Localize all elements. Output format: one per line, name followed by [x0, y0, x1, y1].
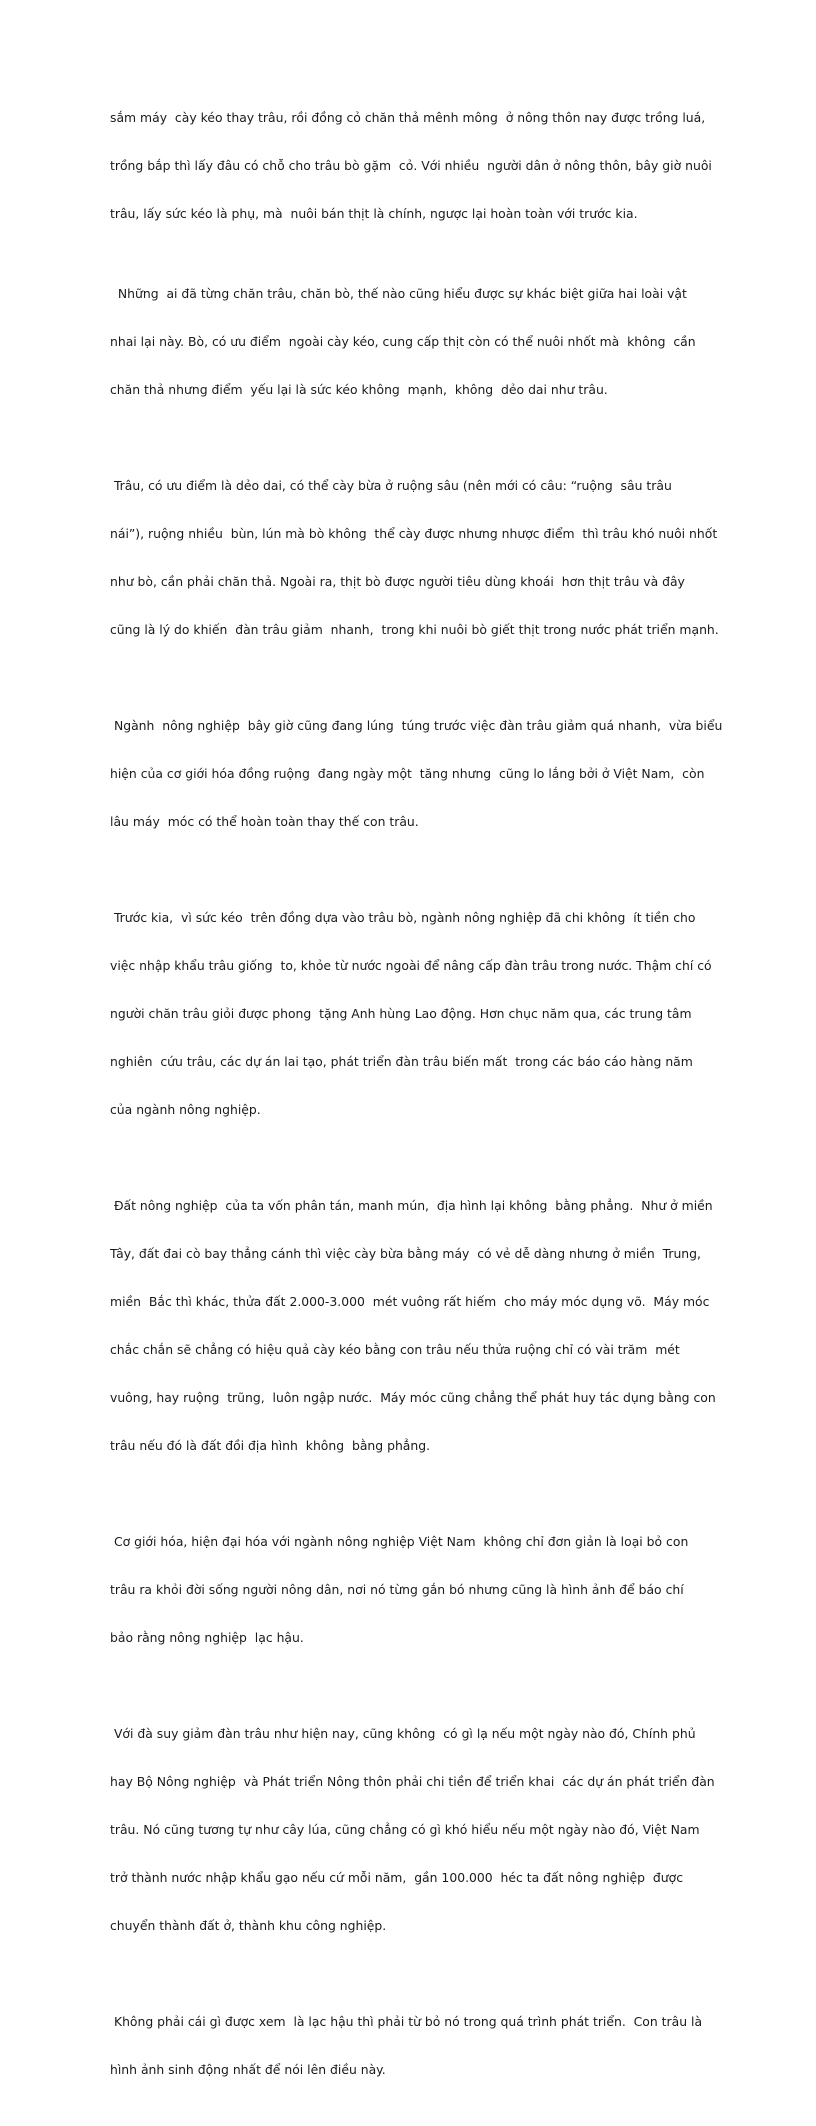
text-line: trâu nếu đó là đất đồi địa hình không bằng phẳng. — [110, 1438, 431, 1453]
paragraph-8 — [110, 1694, 722, 1966]
text-line: chắc chắn sẽ chẳng có hiệu quả cày kéo bằng con trâu nếu thửa ruộng chỉ có vài trăm mét — [110, 1342, 680, 1357]
text-line: hình ảnh sinh động nhất để nói lên điều này. — [110, 2062, 386, 2077]
paragraph-7 — [110, 1502, 722, 1678]
text-line: trâu. Nó cũng tương tự như cây lúa, cũng chẳng có gì khó hiểu nếu một ngày nào đó, Việt Nam — [110, 1822, 700, 1837]
text-line: Trước kia, vì sức kéo trên đồng dựa vào trâu bò, ngành nông nghiệp đã chi không ít tiền cho — [110, 910, 696, 925]
text-line: Ngành nông nghiệp bây giờ cũng đang lúng túng trước việc đàn trâu giảm quá nhanh, vừa biểu — [110, 718, 723, 733]
paragraph-6 — [110, 1166, 722, 1486]
text-line: như bò, cần phải chăn thả. Ngoài ra, thịt bò được người tiêu dùng khoái hơn thịt trâu và đây — [110, 574, 685, 589]
text-line: Không phải cái gì được xem là lạc hậu thì phải từ bỏ nó trong quá trình phát triển. Con trâu là — [110, 2014, 703, 2029]
text-line: vuông, hay ruộng trũng, luôn ngập nước. Máy móc cũng chẳng thể phát huy tác dụng bằng con — [110, 1390, 716, 1405]
text-line: việc nhập khẩu trâu giống to, khỏe từ nước ngoài để nâng cấp đàn trâu trong nước. Thậm chí có — [110, 958, 712, 973]
paragraph-4 — [110, 686, 722, 862]
text-line: Trâu, có ưu điểm là dẻo dai, có thể cày bừa ở ruộng sâu (nên mới có câu: “ruộng sâu trâu — [110, 478, 672, 493]
text-line: chăn thả nhưng điểm yếu lại là sức kéo không mạnh, không dẻo dai như trâu. — [110, 382, 608, 397]
text-line: hiện của cơ giới hóa đồng ruộng đang ngày một tăng nhưng cũng lo lắng bởi ở Việt Nam, còn — [110, 766, 705, 781]
paragraph-3 — [110, 446, 722, 670]
text-line: Tây, đất đai cò bay thẳng cánh thì việc cày bừa bằng máy có vẻ dễ dàng nhưng ở miền Trung, — [110, 1246, 701, 1261]
text-line: cũng là lý do khiến đàn trâu giảm nhanh, trong khi nuôi bò giết thịt trong nước phát triển mạnh. — [110, 622, 719, 637]
text-line: lâu máy móc có thể hoàn toàn thay thế con trâu. — [110, 814, 419, 829]
text-line: trâu ra khỏi đời sống người nông dân, nơi nó từng gắn bó nhưng cũng là hình ảnh để báo chí — [110, 1582, 684, 1597]
text-line: nhai lại này. Bò, có ưu điểm ngoài cày kéo, cung cấp thịt còn có thể nuôi nhốt mà không cần — [110, 334, 696, 349]
text-line: Đất nông nghiệp của ta vốn phân tán, manh mún, địa hình lại không bằng phẳng. Như ở miền — [110, 1198, 713, 1213]
text-line: người chăn trâu giỏi được phong tặng Anh hùng Lao động. Hơn chục năm qua, các trung tâm — [110, 1006, 692, 1021]
text-line: nái”), ruộng nhiều bùn, lún mà bò không thể cày được nhưng nhược điểm thì trâu khó nuôi nhốt — [110, 526, 718, 541]
text-line: trở thành nước nhập khẩu gạo nếu cứ mỗi năm, gần 100.000 héc ta đất nông nghiệp được — [110, 1870, 684, 1885]
text-line: bảo rằng nông nghiệp lạc hậu. — [110, 1630, 304, 1645]
text-line: chuyển thành đất ở, thành khu công nghiệp. — [110, 1918, 387, 1933]
paragraph-1 — [110, 78, 722, 254]
paragraph-9 — [110, 1982, 722, 2110]
text-line: sắm máy cày kéo thay trâu, rồi đồng cỏ chăn thả mênh mông ở nông thôn nay được trồng luá, — [110, 110, 706, 125]
text-line: Những ai đã từng chăn trâu, chăn bò, thế nào cũng hiểu được sự khác biệt giữa hai loài vật — [110, 286, 687, 301]
document-body — [110, 78, 722, 2126]
text-line: miền Bắc thì khác, thửa đất 2.000-3.000 mét vuông rất hiếm cho máy móc dụng võ. Máy móc — [110, 1294, 710, 1309]
text-line: hay Bộ Nông nghiệp và Phát triển Nông thôn phải chi tiền để triển khai các dự án phát triển đàn — [110, 1774, 715, 1789]
text-line: nghiên cứu trâu, các dự án lai tạo, phát triển đàn trâu biến mất trong các báo cáo hàng năm — [110, 1054, 693, 1069]
paragraph-5 — [110, 878, 722, 1150]
text-line: Với đà suy giảm đàn trâu như hiện nay, cũng không có gì lạ nếu một ngày nào đó, Chính phủ — [110, 1726, 696, 1741]
text-line: trồng bắp thì lấy đâu có chỗ cho trâu bò gặm cỏ. Với nhiều người dân ở nông thôn, bây giờ nuôi — [110, 158, 712, 173]
text-line: của ngành nông nghiệp. — [110, 1102, 261, 1117]
text-line: Cơ giới hóa, hiện đại hóa với ngành nông nghiệp Việt Nam không chỉ đơn giản là loại bỏ con — [110, 1534, 689, 1549]
paragraph-2 — [110, 254, 722, 430]
text-line: trâu, lấy sức kéo là phụ, mà nuôi bán thịt là chính, ngược lại hoàn toàn với trước kia. — [110, 206, 638, 221]
